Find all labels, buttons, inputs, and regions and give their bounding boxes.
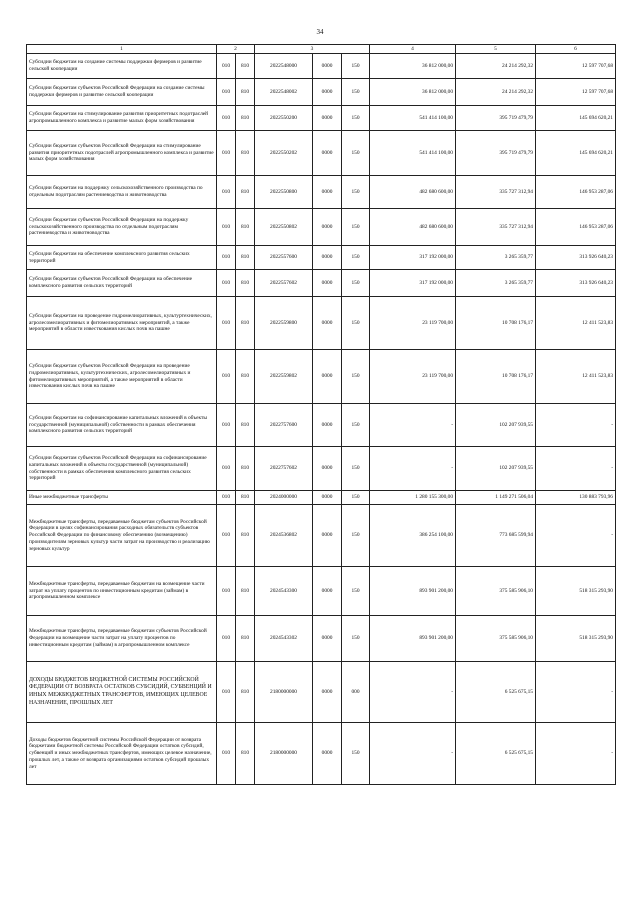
classification-code: 2024536802 (255, 505, 313, 567)
code-part-e: 150 (342, 209, 370, 246)
row-name: Субсидии бюджетам на софинансирование капитальных вложений в объекты государственной (муниципальной) собственности в рамках обеспечения комплексного развития сельских территорий (27, 404, 217, 447)
amount-executed: 102 207 939,55 (456, 404, 536, 447)
row-name: Субсидии бюджетам субъектов Российской Федерации на софинансирование капитальных вложений в объекты государственной (муниципальной) собственности в рамках обеспечения комплексного развития сельских территорий (27, 447, 217, 491)
row-name: Доходы бюджетов бюджетной системы Российской Федерации от возврата бюджетами бюджетной системы Российской Федерации остатков субсидий, субвенций и иных межбюджетных трансфертов, имеющих целевое назначение, прошлых лет, а также от возврата организациями остатков субсидий прошлых лет (27, 723, 217, 785)
row-name: Субсидии бюджетам на поддержку сельскохозяйственного производства по отдельным подотраслям растениеводства и животноводства (27, 176, 217, 209)
amount-executed: 3 265 359,77 (456, 246, 536, 270)
amount-planned: 541 414 100,00 (370, 106, 456, 131)
amount-remaining: 313 926 640,23 (536, 270, 616, 297)
row-name: ДОХОДЫ БЮДЖЕТОВ БЮДЖЕТНОЙ СИСТЕМЫ РОССИЙСКОЙ ФЕДЕРАЦИИ ОТ ВОЗВРАТА ОСТАТКОВ СУБСИДИЙ, СУБВЕНЦИЙ И ИНЫХ МЕЖБЮДЖЕТНЫХ ТРАНСФЕРТОВ, ИМЕЮЩИХ ЦЕЛЕВОЕ НАЗНАЧЕНИЕ, ПРОШЛЫХ ЛЕТ (27, 662, 217, 723)
code-part-d: 0000 (313, 106, 342, 131)
amount-remaining: - (536, 404, 616, 447)
amount-planned: 36 812 000,00 (370, 79, 456, 106)
code-part-e: 150 (342, 297, 370, 350)
amount-remaining: 12 597 707,68 (536, 54, 616, 79)
amount-executed: 24 214 292,32 (456, 54, 536, 79)
code-part-d: 0000 (313, 505, 342, 567)
code-part-d: 0000 (313, 297, 342, 350)
amount-planned: 23 119 700,00 (370, 297, 456, 350)
row-name: Субсидии бюджетам субъектов Российской Федерации на поддержку сельскохозяйственного производства по отдельным подотраслям растениеводства и животноводства (27, 209, 217, 246)
amount-executed: 6 525 675,15 (456, 662, 536, 723)
amount-executed: 24 214 292,32 (456, 79, 536, 106)
amount-remaining: 518 315 293,90 (536, 567, 616, 616)
amount-planned: 23 119 700,00 (370, 350, 456, 404)
row-name: Субсидии бюджетам на проведение гидромелиоративных, культуртехнических, агролесомелиоративных и фитомелиоративных мероприятий, а также мероприятий в области известкования кислых почв на пашне (27, 297, 217, 350)
table-row (27, 297, 616, 350)
code-part-e: 150 (342, 404, 370, 447)
code-part-a: 010 (217, 662, 236, 723)
code-part-e: 150 (342, 723, 370, 785)
table-row (27, 54, 616, 79)
amount-executed: 10 708 176,17 (456, 297, 536, 350)
code-part-e: 150 (342, 106, 370, 131)
code-part-e: 000 (342, 662, 370, 723)
code-part-b: 810 (236, 270, 255, 297)
classification-code: 2022757602 (255, 447, 313, 491)
code-part-a: 010 (217, 209, 236, 246)
code-part-a: 010 (217, 350, 236, 404)
classification-code: 2022548000 (255, 54, 313, 79)
row-name: Межбюджетные трансферты, передаваемые бюджетам субъектов Российской Федерации на возмещение части затрат на уплату процентов по инвестиционным кредитам (займам) в агропромышленном комплексе (27, 616, 217, 662)
amount-remaining: 313 926 640,23 (536, 246, 616, 270)
header-cell: 3 (255, 45, 370, 54)
table-row (27, 491, 616, 505)
code-part-b: 810 (236, 662, 255, 723)
row-name: Субсидии бюджетам субъектов Российской Федерации на стимулирование развития приоритетных подотраслей агропромышленного комплекса и развитие малых форм хозяйствования (27, 131, 217, 176)
code-part-d: 0000 (313, 723, 342, 785)
classification-code: 2022757600 (255, 404, 313, 447)
amount-planned: 386 254 100,00 (370, 505, 456, 567)
amount-planned: - (370, 404, 456, 447)
row-name: Межбюджетные трансферты, передаваемые бюджетам субъектов Российской Федерации в целях софинансирования расходных обязательств субъектов Российской Федерации по финансовому обеспечению (возмещению) производителям зерновых культур части затрат на производство и реализацию зерновых культур (27, 505, 217, 567)
classification-code: 2022550800 (255, 176, 313, 209)
code-part-d: 0000 (313, 54, 342, 79)
header-cell: 2 (217, 45, 255, 54)
row-name: Субсидии бюджетам субъектов Российской Федерации на обеспечение комплексного развития сельских территорий (27, 270, 217, 297)
row-name: Субсидии бюджетам субъектов Российской Федерации на проведение гидромелиоративных, культуртехнических, агролесомелиоративных и фитомелиоративных мероприятий, а также мероприятий в области известкования кислых почв на пашне (27, 350, 217, 404)
header-cell: 6 (536, 45, 616, 54)
amount-remaining: 12 597 707,68 (536, 79, 616, 106)
code-part-b: 810 (236, 131, 255, 176)
code-part-b: 810 (236, 106, 255, 131)
table-row (27, 246, 616, 270)
code-part-d: 0000 (313, 447, 342, 491)
code-part-b: 810 (236, 350, 255, 404)
amount-executed: 102 207 939,55 (456, 447, 536, 491)
amount-planned: 482 680 600,00 (370, 176, 456, 209)
classification-code: 2022550202 (255, 131, 313, 176)
code-part-a: 010 (217, 567, 236, 616)
code-part-a: 010 (217, 447, 236, 491)
row-name: Субсидии бюджетам на создание системы поддержки фермеров и развитие сельской кооперации (27, 54, 217, 79)
row-name: Иные межбюджетные трансферты (27, 491, 217, 505)
code-part-a: 010 (217, 505, 236, 567)
header-cell: 1 (27, 45, 217, 54)
code-part-a: 010 (217, 131, 236, 176)
classification-code: 2024543300 (255, 567, 313, 616)
classification-code: 2180000000 (255, 723, 313, 785)
table-row (27, 447, 616, 491)
header-cell: 4 (370, 45, 456, 54)
code-part-d: 0000 (313, 270, 342, 297)
code-part-e: 150 (342, 246, 370, 270)
code-part-a: 010 (217, 54, 236, 79)
amount-remaining: - (536, 505, 616, 567)
amount-executed: 1 149 271 506,04 (456, 491, 536, 505)
classification-code: 2022557602 (255, 270, 313, 297)
code-part-e: 150 (342, 491, 370, 505)
budget-table (26, 44, 616, 785)
code-part-e: 150 (342, 79, 370, 106)
code-part-a: 010 (217, 176, 236, 209)
code-part-a: 010 (217, 616, 236, 662)
amount-remaining: 146 953 287,06 (536, 176, 616, 209)
table-row (27, 350, 616, 404)
table-row (27, 567, 616, 616)
column-number-header (27, 45, 616, 54)
table-row (27, 131, 616, 176)
amount-executed: 395 719 479,79 (456, 106, 536, 131)
code-part-d: 0000 (313, 662, 342, 723)
table-row (27, 505, 616, 567)
amount-remaining: 12 411 523,83 (536, 350, 616, 404)
classification-code: 2022557600 (255, 246, 313, 270)
amount-planned: 482 680 600,00 (370, 209, 456, 246)
amount-executed: 375 585 906,10 (456, 616, 536, 662)
code-part-b: 810 (236, 567, 255, 616)
amount-planned: 317 192 000,00 (370, 270, 456, 297)
classification-code: 2024543302 (255, 616, 313, 662)
code-part-e: 150 (342, 176, 370, 209)
code-part-b: 810 (236, 297, 255, 350)
row-name: Субсидии бюджетам субъектов Российской Федерации на создание системы поддержки фермеров и развитие сельской кооперации (27, 79, 217, 106)
amount-executed: 335 727 312,94 (456, 176, 536, 209)
amount-planned: - (370, 447, 456, 491)
code-part-b: 810 (236, 404, 255, 447)
amount-planned: - (370, 662, 456, 723)
code-part-e: 150 (342, 447, 370, 491)
classification-code: 2022550802 (255, 209, 313, 246)
row-name: Межбюджетные трансферты, передаваемые бюджетам на возмещение части затрат на уплату процентов по инвестиционным кредитам (займам) в агропромышленном комплексе (27, 567, 217, 616)
code-part-a: 010 (217, 297, 236, 350)
code-part-e: 150 (342, 505, 370, 567)
amount-executed: 335 727 312,94 (456, 209, 536, 246)
code-part-e: 150 (342, 54, 370, 79)
amount-planned: 317 192 000,00 (370, 246, 456, 270)
code-part-a: 010 (217, 723, 236, 785)
amount-remaining: 130 883 793,96 (536, 491, 616, 505)
classification-code: 2022550200 (255, 106, 313, 131)
amount-executed: 10 708 176,17 (456, 350, 536, 404)
amount-planned: 893 901 200,00 (370, 567, 456, 616)
amount-remaining: 12 411 523,83 (536, 297, 616, 350)
code-part-b: 810 (236, 209, 255, 246)
code-part-e: 150 (342, 350, 370, 404)
code-part-b: 810 (236, 176, 255, 209)
amount-executed: 6 525 675,15 (456, 723, 536, 785)
amount-planned: 1 280 155 300,00 (370, 491, 456, 505)
code-part-e: 150 (342, 270, 370, 297)
code-part-a: 010 (217, 491, 236, 505)
code-part-d: 0000 (313, 567, 342, 616)
amount-remaining: 146 953 287,06 (536, 209, 616, 246)
table-row (27, 616, 616, 662)
code-part-a: 010 (217, 246, 236, 270)
row-name: Субсидии бюджетам на стимулирование развития приоритетных подотраслей агропромышленного комплекса и развитие малых форм хозяйствования (27, 106, 217, 131)
table-row (27, 404, 616, 447)
code-part-b: 810 (236, 723, 255, 785)
code-part-b: 810 (236, 491, 255, 505)
code-part-b: 810 (236, 616, 255, 662)
code-part-a: 010 (217, 270, 236, 297)
code-part-e: 150 (342, 131, 370, 176)
classification-code: 2024000000 (255, 491, 313, 505)
table-row (27, 106, 616, 131)
code-part-d: 0000 (313, 350, 342, 404)
code-part-d: 0000 (313, 404, 342, 447)
amount-remaining: - (536, 447, 616, 491)
amount-planned: - (370, 723, 456, 785)
amount-remaining: - (536, 723, 616, 785)
code-part-b: 810 (236, 79, 255, 106)
amount-remaining: 145 694 620,21 (536, 131, 616, 176)
code-part-b: 810 (236, 505, 255, 567)
code-part-b: 810 (236, 447, 255, 491)
amount-planned: 541 414 100,00 (370, 131, 456, 176)
amount-executed: 375 585 906,10 (456, 567, 536, 616)
header-cell: 5 (456, 45, 536, 54)
amount-planned: 36 812 000,00 (370, 54, 456, 79)
code-part-e: 150 (342, 567, 370, 616)
code-part-e: 150 (342, 616, 370, 662)
code-part-d: 0000 (313, 616, 342, 662)
code-part-a: 010 (217, 79, 236, 106)
table-row (27, 209, 616, 246)
code-part-d: 0000 (313, 209, 342, 246)
amount-remaining: - (536, 662, 616, 723)
table-row (27, 79, 616, 106)
classification-code: 2180000000 (255, 662, 313, 723)
amount-remaining: 145 694 620,21 (536, 106, 616, 131)
code-part-d: 0000 (313, 131, 342, 176)
code-part-a: 010 (217, 404, 236, 447)
amount-executed: 395 719 479,79 (456, 131, 536, 176)
table-row (27, 662, 616, 723)
table-row (27, 723, 616, 785)
code-part-a: 010 (217, 106, 236, 131)
classification-code: 2022559802 (255, 350, 313, 404)
amount-remaining: 518 315 293,90 (536, 616, 616, 662)
code-part-d: 0000 (313, 491, 342, 505)
amount-planned: 893 901 200,00 (370, 616, 456, 662)
code-part-d: 0000 (313, 176, 342, 209)
code-part-b: 810 (236, 246, 255, 270)
code-part-d: 0000 (313, 79, 342, 106)
classification-code: 2022548002 (255, 79, 313, 106)
table-row (27, 176, 616, 209)
row-name: Субсидии бюджетам на обеспечение комплексного развития сельских территорий (27, 246, 217, 270)
classification-code: 2022559800 (255, 297, 313, 350)
amount-executed: 773 685 599,94 (456, 505, 536, 567)
page-number: 34 (316, 28, 324, 36)
code-part-d: 0000 (313, 246, 342, 270)
table-row (27, 270, 616, 297)
code-part-b: 810 (236, 54, 255, 79)
amount-executed: 3 265 359,77 (456, 270, 536, 297)
